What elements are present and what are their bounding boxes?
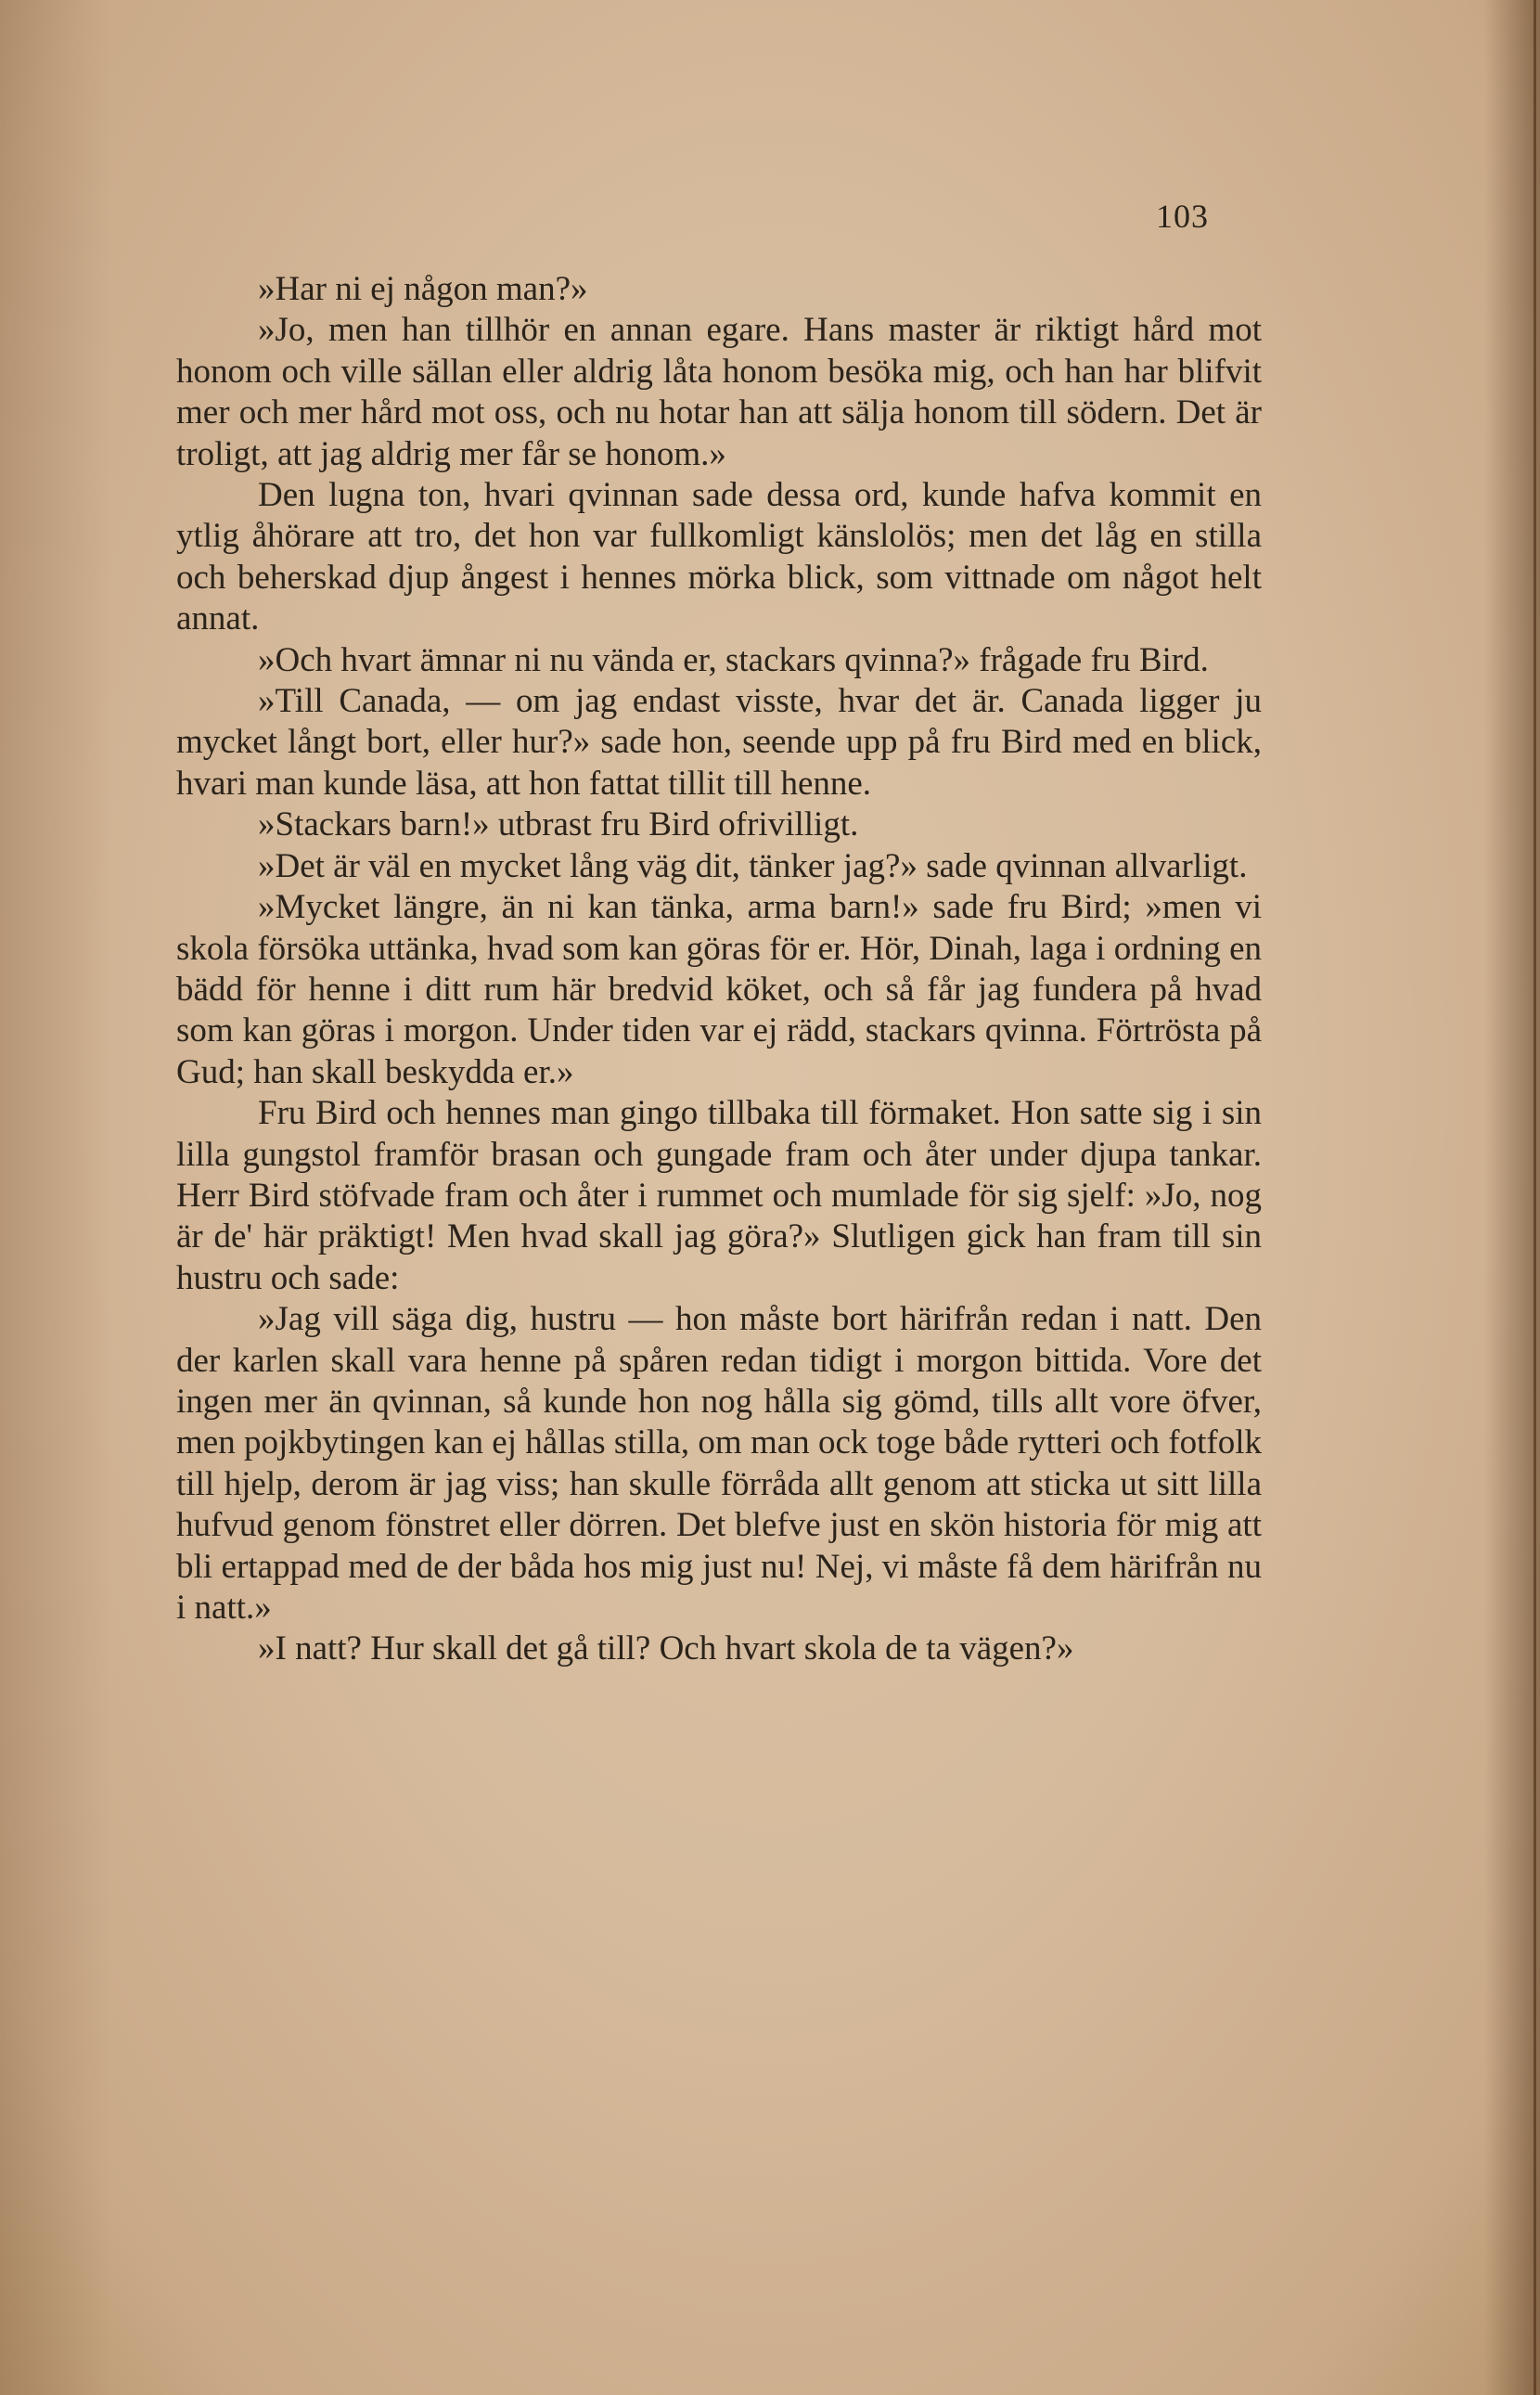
paragraph: »Jo, men han tillhör en annan egare. Hans master är riktigt hård mot honom och ville sällan eller aldrig låta honom besöka mig, och han har blifvit mer och mer hård mot oss, och nu hotar han att sälja honom till södern. Det är troligt, att jag aldrig mer får se honom.» (176, 311, 1262, 473)
paragraph: Den lugna ton, hvari qvinnan sade dessa ord, kunde hafva kommit en ytlig åhörare att tro, det hon var fullkomligt känslolös; men det låg en stilla och beherskad djup ångest i hennes mörka blick, som vittnade om något helt annat. (176, 476, 1262, 638)
paragraph: »I natt? Hur skall det gå till? Och hvart skola de ta vägen?» (258, 1629, 1074, 1668)
page-shadow-left (0, 0, 111, 2395)
paragraph: »Och hvart ämnar ni nu vända er, stackars qvinna?» frågade fru Bird. (258, 640, 1209, 679)
paragraph: »Stackars barn!» utbrast fru Bird ofrivilligt. (258, 805, 859, 844)
paragraph: »Mycket längre, än ni kan tänka, arma barn!» sade fru Bird; »men vi skola försöka uttänka, hvad som kan göras för er. Hör, Dinah, laga i ordning en bädd för henne i ditt rum här bredvid köket, och så får jag fundera på hvad som kan göras i morgon. Under tiden var ej rädd, stackars qvinna. Förtrösta på Gud; han skall beskydda er.» (176, 888, 1262, 1091)
page-shadow-right (1484, 0, 1540, 2395)
body-text (176, 269, 1262, 1670)
paragraph: »Till Canada, — om jag endast visste, hvar det är. Canada ligger ju mycket långt bort, eller hur?» sade hon, seende upp på fru Bird med en blick, hvari man kunde läsa, att hon fattat tillit till henne. (176, 682, 1262, 803)
book-spine-edge (1534, 0, 1536, 2395)
paragraph: »Det är väl en mycket lång väg dit, tänker jag?» sade qvinnan allvarligt. (258, 846, 1248, 885)
paragraph: Fru Bird och hennes man gingo tillbaka till förmaket. Hon satte sig i sin lilla gungstol framför brasan och gungade fram och åter under djupa tankar. Herr Bird stöfvade fram och åter i rummet och mumlade för sig sjelf: »Jo, nog är de' här präktigt! Men hvad skall jag göra?» Slutligen gick han fram till sin hustru och sade: (176, 1094, 1262, 1297)
page-number: 103 (1156, 198, 1209, 235)
paragraph: »Har ni ej någon man?» (258, 270, 588, 308)
paragraph: »Jag vill säga dig, hustru — hon måste bort härifrån redan i natt. Den der karlen skall vara henne på spåren redan tidigt i morgon bittida. Vore det ingen mer än qvinnan, så kunde hon nog hålla sig gömd, tills allt vore öfver, men pojkbytingen kan ej hållas stilla, om man ock toge både rytteri och fotfolk till hjelp, derom är jag viss; han skulle förråda allt genom att sticka ut sitt lilla hufvud genom fönstret eller dörren. Det blefve just en skön historia för mig att bli ertappad med de der båda hos mig just nu! Nej, vi måste få dem härifrån nu i natt.» (176, 1300, 1262, 1627)
